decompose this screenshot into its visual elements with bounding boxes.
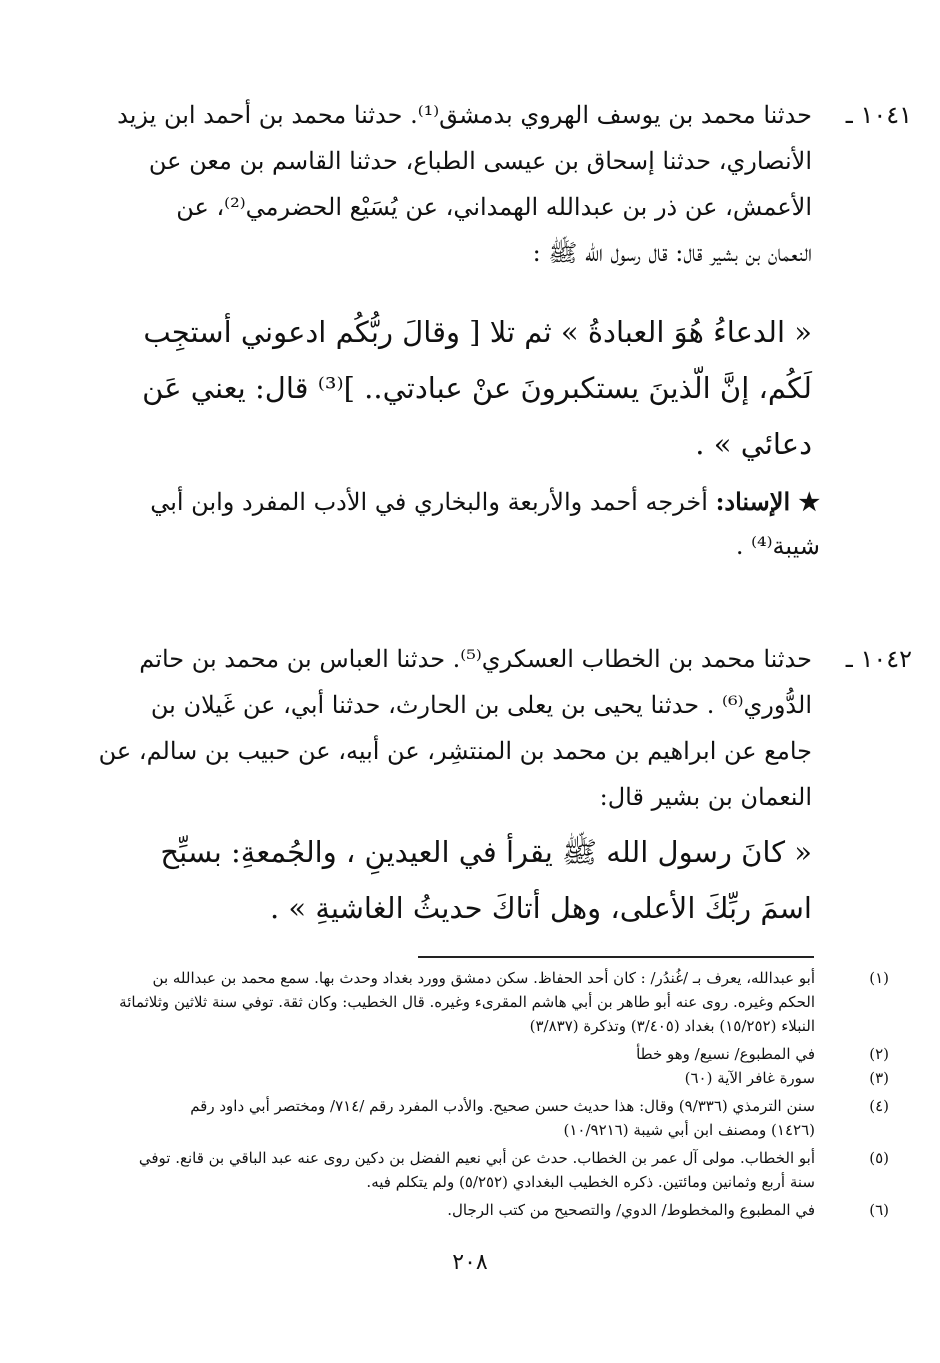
hadith-text-1041 (2, 304, 812, 472)
hadith-text-line: اسمَ ربِّكَ الأعلى، وهل أتاكَ حديثُ الغاشيةِ » . (269, 891, 812, 925)
hadith-number: ١٠٤٢ ـ (845, 645, 912, 673)
footnote-number: (١) (869, 969, 889, 987)
footnote-line: الحكم وغيره. روى عنه أبو طاهر بن أبي هاشم المقرىء وغيره. قال الخطيب: وكان ثقة. توفي سنة ثلاثين وثلاثمائة (119, 993, 815, 1011)
hadith-text-1042 (2, 824, 812, 936)
isnad-text: شيبة⁽⁴⁾ . (735, 532, 820, 560)
chain-line: النعمان بن بشير قال: (599, 783, 812, 811)
footnote-line: النبلاء (١٥/٢٥٢) بغداد (٣/٤٠٥) وتذكرة (٣/٨٣٧) (529, 1017, 815, 1035)
page-number: ٢٠٨ (452, 1250, 488, 1275)
chain-text: حدثنا محمد بن يوسف الهروي بدمشق⁽¹⁾. حدثنا محمد بن أحمد ابن يزيد (117, 101, 812, 129)
footnote-line: أبو عبدالله، يعرف بـ /غُندُر/ : كان أحد الحفاظ. سكن دمشق وورد بغداد وحدث بها. سمع محمد بن عبدالله بن (152, 969, 815, 987)
footnote-item (55, 1042, 889, 1066)
hadith-entry-1041 (52, 92, 912, 276)
footnote-line: سنة أربع وثمانين ومائتين. ذكره الخطيب البغدادي (٥/٢٥٢) ولم يتكلم فيه. (366, 1173, 815, 1191)
footnote-item (55, 1146, 889, 1194)
chain-line: الأعمش، عن ذر بن عبدالله الهمداني، عن يُسَيْع الحضرمي⁽²⁾، عن (176, 193, 812, 221)
footnote-item (55, 1198, 889, 1222)
footnote-divider (418, 956, 814, 958)
hadith-text-line: « الدعاءُ هُوَ العبادةُ » ثم تلا [ وقالَ ربُّكُم ادعوني أستجِب (143, 315, 812, 349)
chain-line: النعمان بن بشير قال: قال رسول الله ﷺ : (532, 239, 812, 267)
isnad-label: ★ الإسناد: (715, 487, 820, 516)
chain-line: الدُّوري⁽⁶⁾ . حدثنا يحيى بن يعلى بن الحارث، حدثنا أبي، عن غَيلان بن (150, 691, 812, 719)
hadith-text-line: لَكُم، إنَّ الّذينَ يستكبرونَ عنْ عبادتي.. ]⁽³⁾ قال: يعني عَن (142, 371, 812, 405)
footnote-line: في المطبوع/ نسيع/ وهو خطأ (636, 1045, 815, 1063)
footnote-number: (٥) (869, 1149, 889, 1167)
footnote-number: (٦) (869, 1201, 889, 1219)
hadith-text-line: « كانَ رسول الله ﷺ يقرأ في العيدينِ ، والجُمعةِ: بسبِّح (160, 835, 812, 869)
footnote-line: في المطبوع والمخطوط/ الدوي/ والتصحيح من كتب الرجال. (447, 1201, 815, 1219)
footnote-number: (٤) (869, 1097, 889, 1115)
footnote-line: سورة غافر الآية (٦٠) (684, 1069, 815, 1087)
footnote-number: (٣) (869, 1069, 889, 1087)
footnote-item (55, 966, 889, 1038)
footnote-line: (١٤٢٦) ومصنف ابن أبي شيبة (١٠/٩٢١٦) (563, 1121, 815, 1139)
hadith-text-line: دعائي » . (695, 427, 812, 461)
footnotes (55, 966, 889, 1222)
chain-line: جامع عن ابراهيم بن محمد بن المنتشِر، عن أبيه، عن حبيب بن سالم، عن (98, 737, 812, 765)
footnote-item (55, 1066, 889, 1090)
isnad-text: أخرجه أحمد والأربعة والبخاري في الأدب المفرد وابن أبي (150, 488, 708, 516)
hadith-entry-1042 (52, 636, 912, 820)
footnote-line: أبو الخطاب. مولى آل عمر بن الخطاب. حدث عن أبي نعيم الفضل بن دكين روى عنه عبد الباقي بن قانع. توفي (138, 1149, 815, 1167)
footnote-line: سنن الترمذي (٩/٣٣٦) وقال: هذا حديث حسن صحيح. والأدب المفرد رقم /٧١٤/ ومختصر أبي داود رقم (190, 1097, 815, 1115)
isnad-note (20, 480, 820, 568)
footnote-number: (٢) (869, 1045, 889, 1063)
chain-line (52, 92, 912, 138)
chain-line (52, 636, 912, 682)
chain-line: الأنصاري، حدثنا إسحاق بن عيسى الطباع، حدثنا القاسم بن معن عن (148, 147, 812, 175)
hadith-number: ١٠٤١ ـ (845, 101, 912, 129)
footnote-item (55, 1094, 889, 1142)
chain-text: حدثنا محمد بن الخطاب العسكري⁽⁵⁾. حدثنا العباس بن محمد بن حاتم (139, 645, 812, 673)
